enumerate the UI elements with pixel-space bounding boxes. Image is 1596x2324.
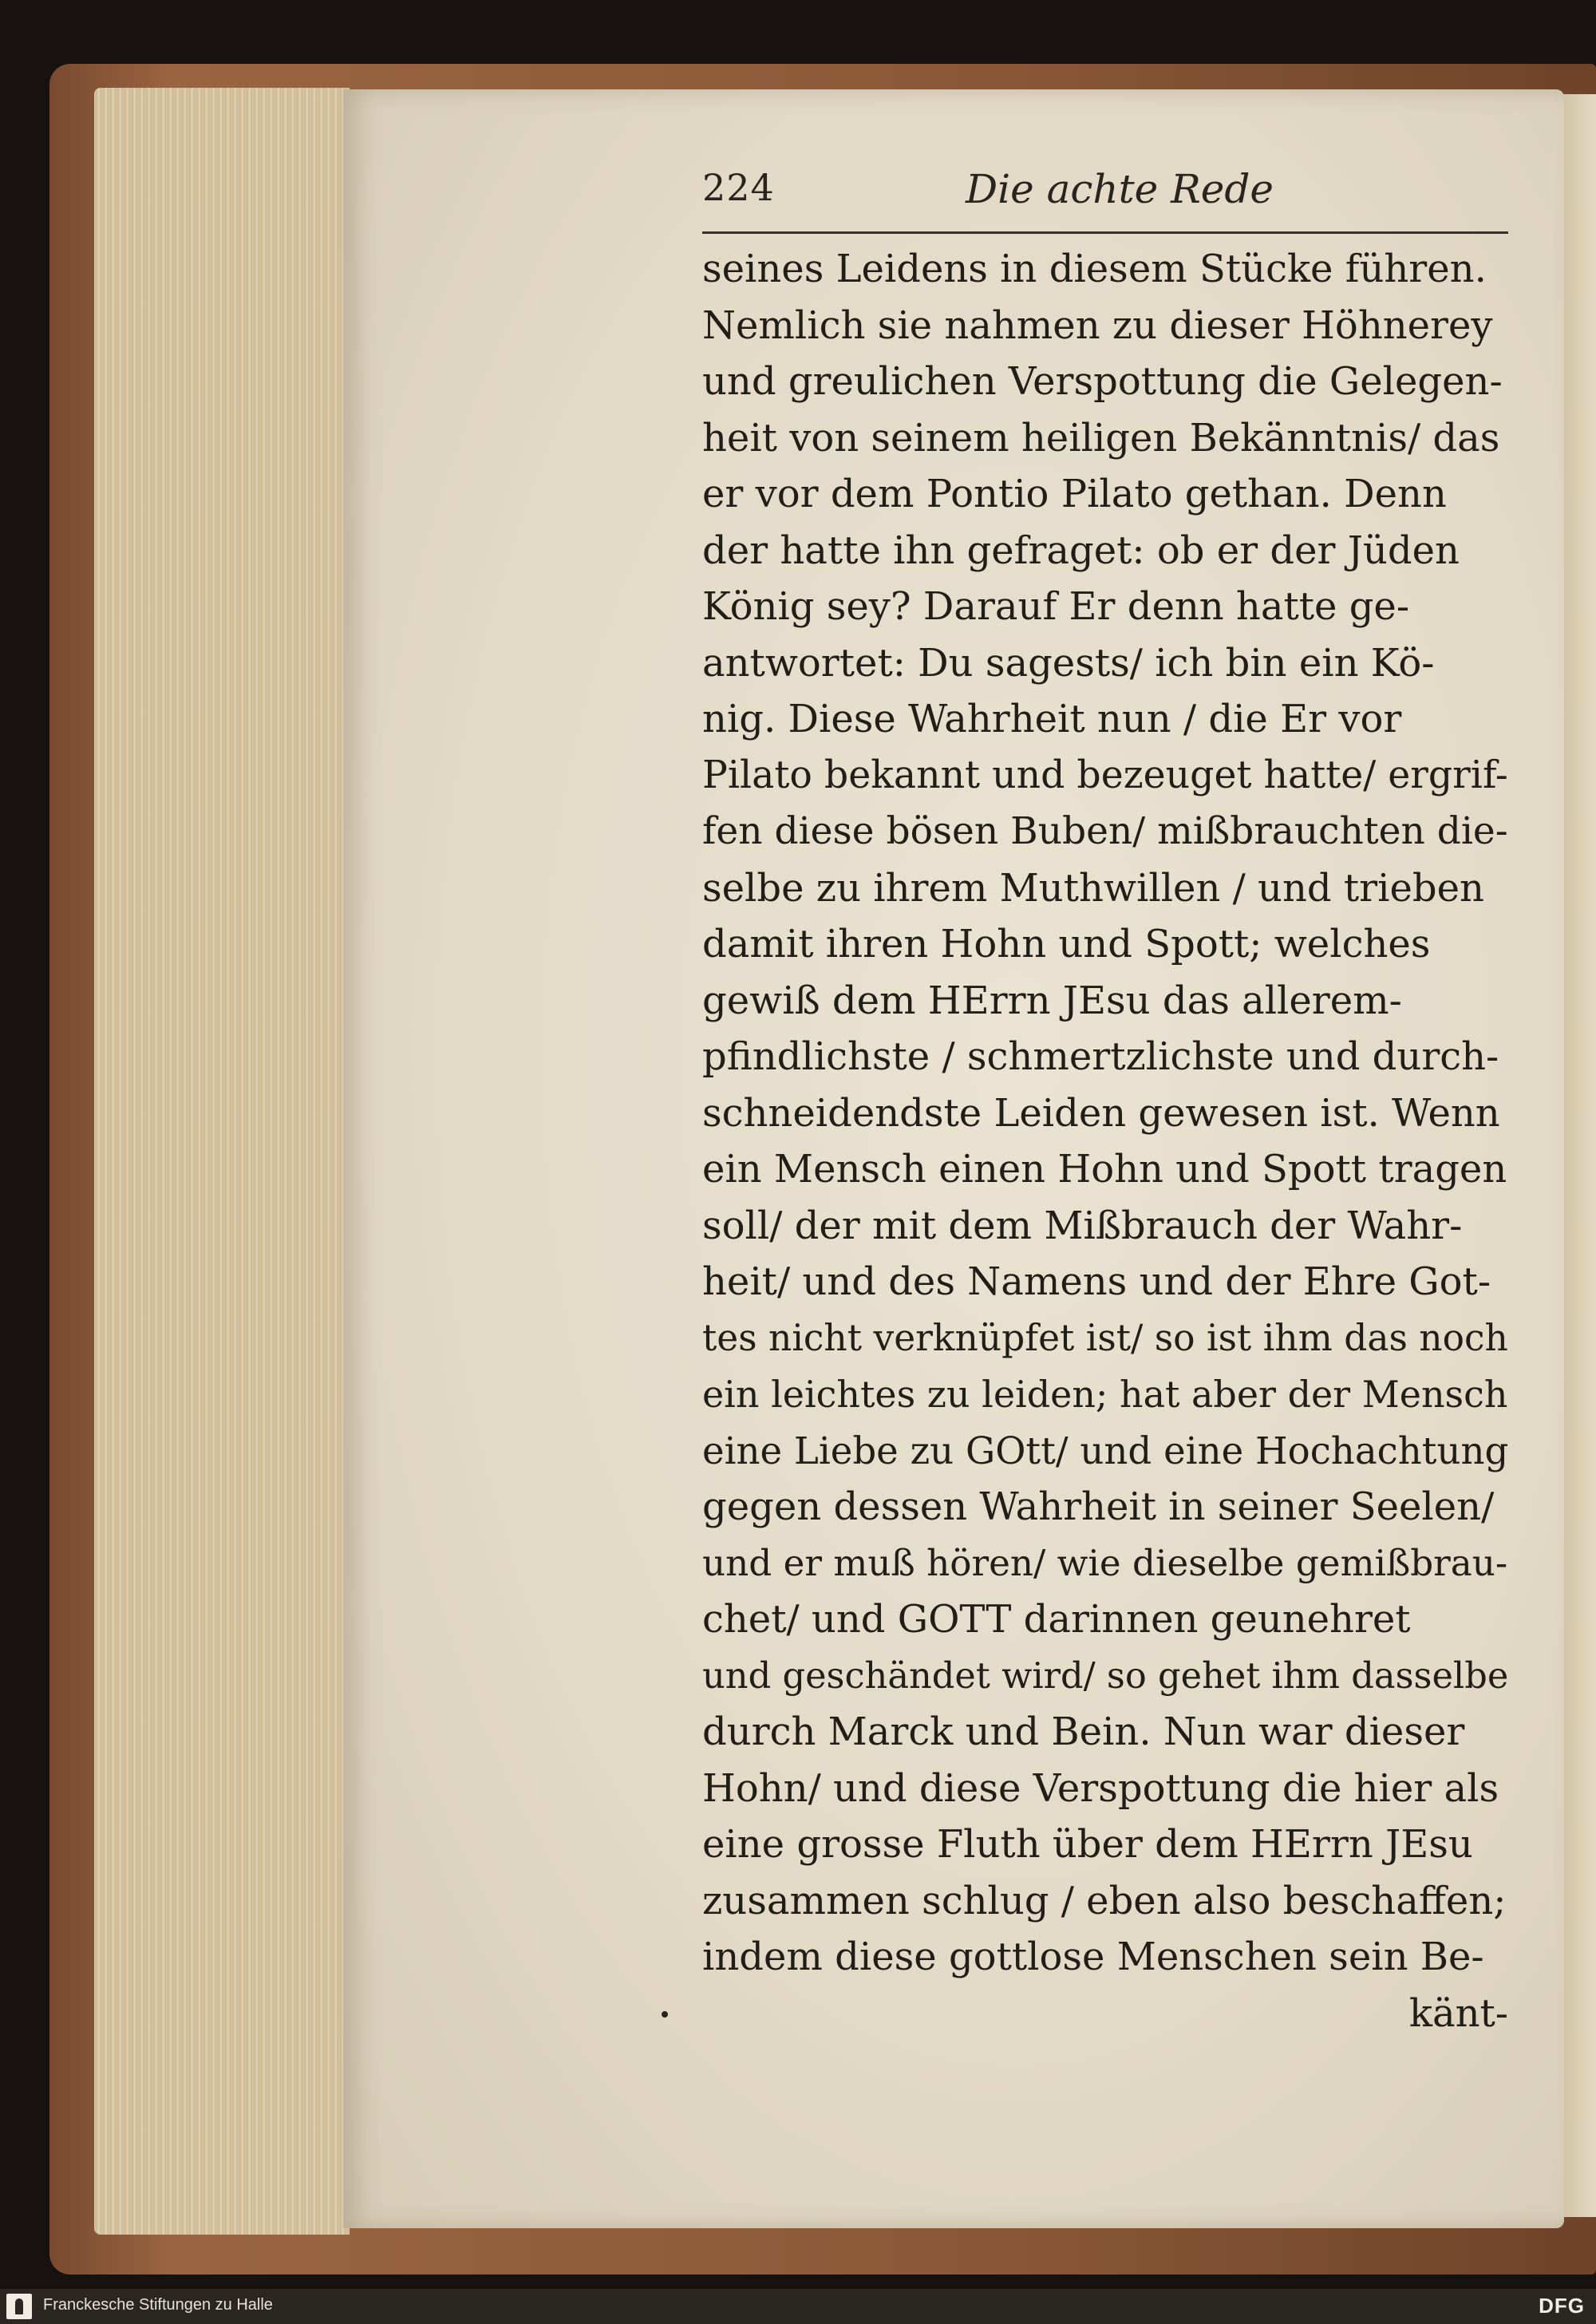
text-line: nig. Diese Wahrheit nun / die Er vor — [702, 697, 1402, 741]
ink-mark — [662, 2011, 668, 2018]
funder-logo: DFG — [1539, 2294, 1585, 2318]
viewer-footer — [0, 2289, 1596, 2324]
text-line: er vor dem Pontio Pilato gethan. Denn — [702, 472, 1447, 516]
text-line: der hatte ihn gefraget: ob er der Jüden — [702, 528, 1460, 573]
text-line: indem diese gottlose Menschen sein Be- — [702, 1935, 1484, 1979]
text-line: känt- — [1408, 1990, 1508, 2036]
body-text — [702, 241, 1508, 2041]
text-line: Nemlich sie nahmen zu dieser Höhnerey — [702, 302, 1493, 348]
text-line: König sey? Darauf Er denn hatte ge- — [702, 584, 1410, 629]
text-line: seines Leidens in diesem Stücke führen. — [702, 247, 1487, 291]
text-line: und greulichen Verspottung die Gelegen- — [702, 359, 1503, 404]
text-line: chet/ und GOTT darinnen geunehret — [702, 1597, 1411, 1642]
page-edges — [94, 88, 350, 2235]
text-line: durch Marck und Bein. Nun war dieser — [702, 1709, 1465, 1754]
text-line: Hohn/ und diese Verspottung die hier als — [702, 1765, 1499, 1811]
text-line: zusammen schlug / eben also beschaffen; — [702, 1878, 1507, 1923]
text-line: schneidendste Leiden gewesen ist. Wenn — [702, 1090, 1500, 1136]
text-line: und geschändet wird/ so gehet ihm dasselbe — [702, 1654, 1508, 1697]
text-line: gegen dessen Wahrheit in seiner Seelen/ — [702, 1484, 1495, 1529]
text-line: tes nicht verknüpfet ist/ so ist ihm das noch — [702, 1316, 1508, 1359]
text-line: gewiß dem HErrn JEsu das allerem- — [702, 978, 1402, 1023]
text-line: ein Mensch einen Hohn und Spott tragen — [702, 1147, 1507, 1192]
text-line: heit von seinem heiligen Bekänntnis/ das — [702, 415, 1500, 460]
text-line: damit ihren Hohn und Spott; welches — [702, 922, 1431, 966]
text-line: fen diese bösen Buben/ mißbrauchten die- — [702, 809, 1508, 853]
text-line: eine grosse Fluth über dem HErrn JEsu — [702, 1822, 1473, 1867]
institution-name: Franckesche Stiftungen zu Halle — [43, 2296, 273, 2314]
running-head — [702, 166, 1508, 222]
text-line: eine Liebe zu GOtt/ und eine Hochachtung — [702, 1429, 1508, 1472]
text-line: soll/ der mit dem Mißbrauch der Wahr- — [702, 1203, 1463, 1248]
text-line: pfindlichste / schmertzlichste und durch- — [702, 1034, 1499, 1079]
header-rule — [702, 231, 1508, 234]
text-line: und er muß hören/ wie dieselbe gemißbrau- — [702, 1541, 1508, 1584]
text-line: Pilato bekannt und bezeuget hatte/ ergrif- — [702, 753, 1508, 797]
page-number: 224 — [702, 166, 775, 209]
section-title: Die achte Rede — [966, 166, 1274, 212]
text-line: ein leichtes zu leiden; hat aber der Mensch — [702, 1373, 1508, 1416]
text-line: heit/ und des Namens und der Ehre Got- — [702, 1259, 1491, 1304]
institution-logo-icon — [6, 2294, 32, 2319]
text-line: selbe zu ihrem Muthwillen / und trieben — [702, 865, 1484, 911]
text-line: antwortet: Du sagests/ ich bin ein Kö- — [702, 640, 1435, 686]
